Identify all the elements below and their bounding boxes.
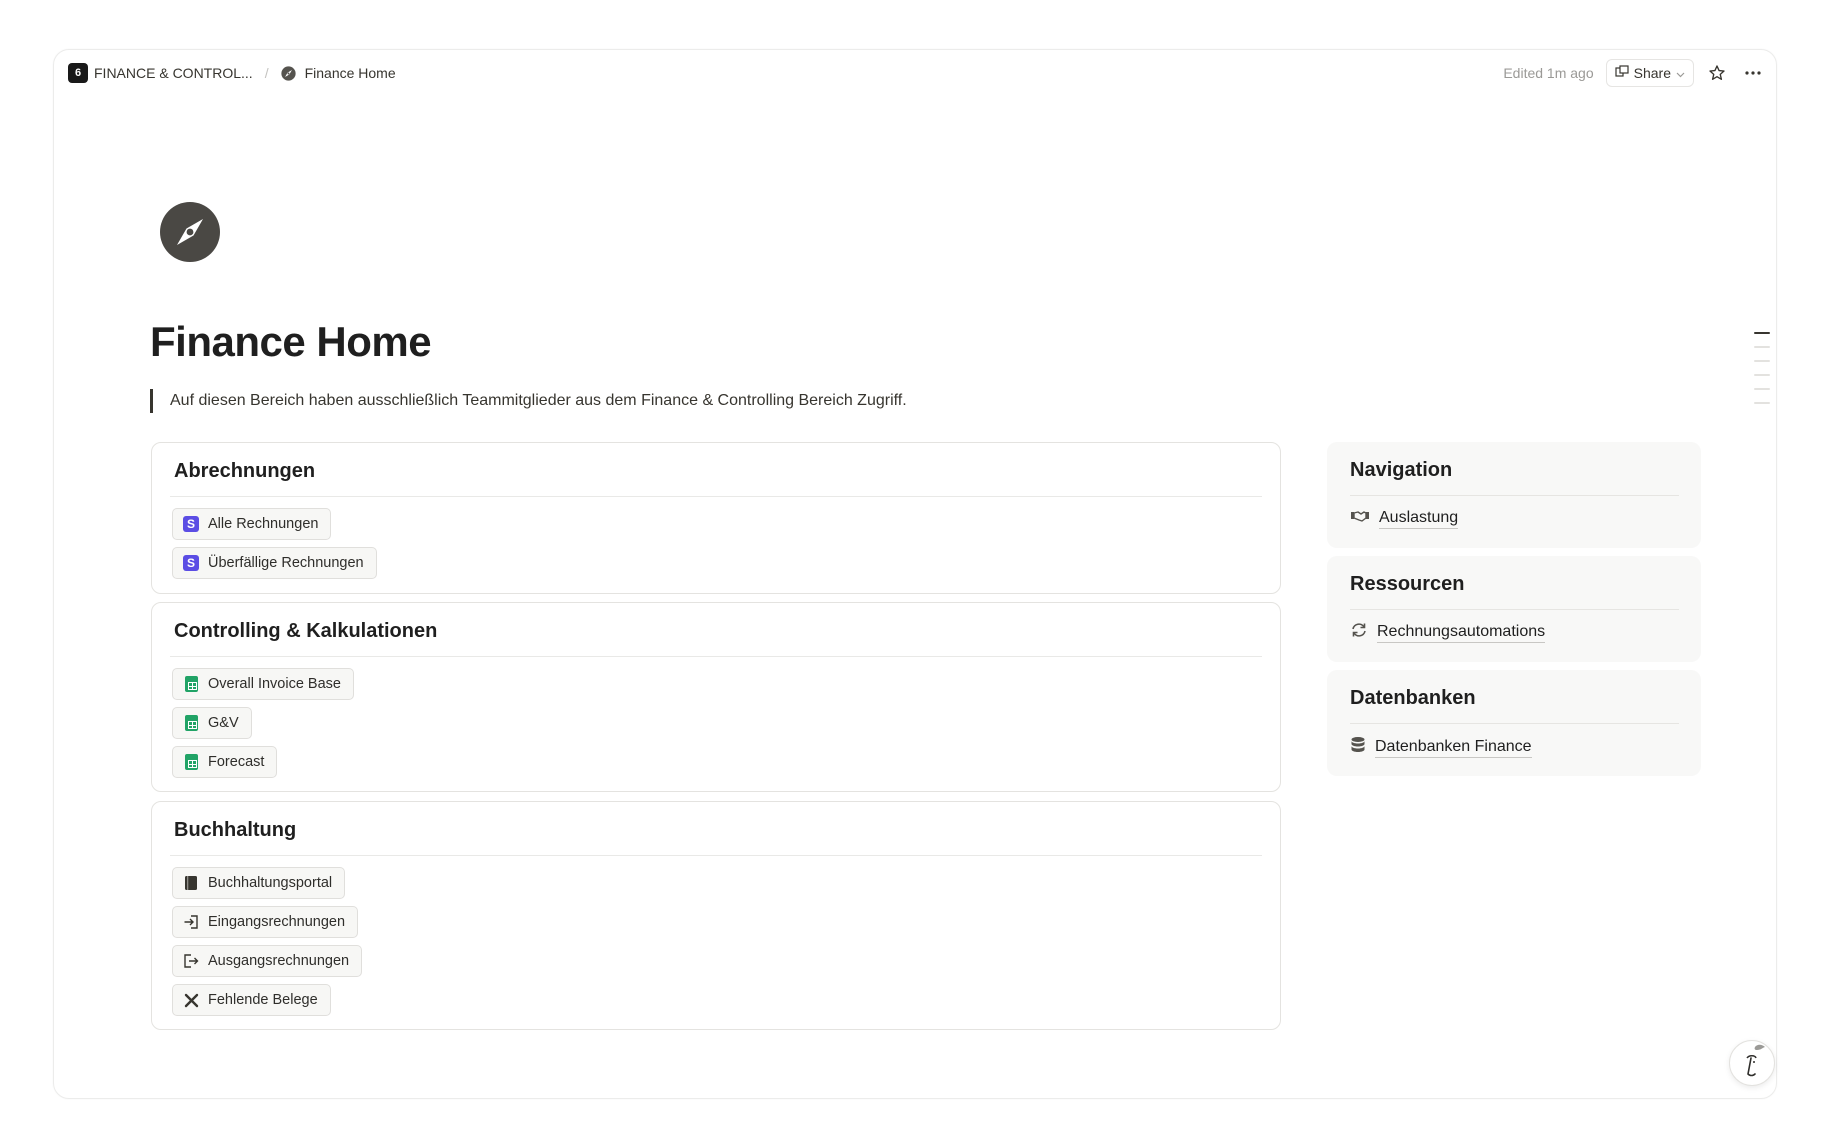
divider: [1350, 609, 1679, 610]
outline-mark[interactable]: [1754, 332, 1770, 334]
link-label: Rechnungsautomations: [1377, 622, 1545, 643]
link-ausgangsrechnungen[interactable]: [172, 945, 362, 977]
favorite-star-icon[interactable]: [1704, 60, 1730, 86]
link-ueberfaellige-rechnungen[interactable]: [172, 547, 377, 579]
link-label: Ausgangsrechnungen: [208, 953, 350, 969]
sidebar-title: Ressourcen: [1350, 573, 1465, 595]
dollar-square-icon: S: [183, 516, 199, 532]
handshake-icon: [1350, 508, 1370, 529]
more-options-icon[interactable]: [1740, 60, 1766, 86]
dollar-square-icon: S: [183, 555, 199, 571]
refresh-icon: [1350, 622, 1368, 643]
compass-icon: [281, 65, 297, 81]
divider: [1350, 495, 1679, 496]
share-button[interactable]: [1606, 59, 1694, 87]
breadcrumb-workspace[interactable]: FINANCE & CONTROL...: [94, 65, 253, 81]
sidebar-title: Navigation: [1350, 459, 1453, 481]
page-title[interactable]: Finance Home: [150, 318, 432, 365]
sidebar-title: Datenbanken: [1350, 687, 1476, 709]
link-label: Overall Invoice Base: [208, 676, 341, 692]
link-label: Fehlende Belege: [208, 992, 318, 1008]
share-label: Share: [1633, 65, 1671, 81]
page-outline[interactable]: [1754, 332, 1770, 416]
link-eingangsrechnungen[interactable]: [172, 906, 358, 938]
section-title: Controlling & Kalkulationen: [174, 620, 438, 642]
edited-status: Edited 1m ago: [1503, 65, 1594, 81]
page-compass-icon[interactable]: [160, 202, 220, 262]
link-rechnungsautomations[interactable]: [1350, 622, 1545, 643]
top-actions: [1503, 59, 1766, 87]
link-guv[interactable]: [172, 707, 252, 739]
breadcrumb-separator: /: [264, 65, 269, 81]
link-label: Alle Rechnungen: [208, 516, 319, 532]
chevron-down-icon: [1676, 65, 1685, 81]
outline-mark[interactable]: [1754, 402, 1770, 404]
link-auslastung[interactable]: [1350, 508, 1458, 529]
outline-mark[interactable]: [1754, 360, 1770, 362]
link-label: Überfällige Rechnungen: [208, 555, 364, 571]
help-assistant-icon[interactable]: [1729, 1040, 1775, 1086]
outline-mark[interactable]: [1754, 346, 1770, 348]
section-controlling: [151, 602, 1281, 792]
section-buchhaltung: [151, 801, 1281, 1030]
divider: [170, 496, 1262, 497]
link-label: Eingangsrechnungen: [208, 914, 346, 930]
section-abrechnungen: [151, 442, 1281, 594]
page-window: [53, 49, 1777, 1099]
link-label: Buchhaltungsportal: [208, 875, 333, 891]
divider: [170, 855, 1262, 856]
divider: [1350, 723, 1679, 724]
outline-mark[interactable]: [1754, 374, 1770, 376]
breadcrumb: [68, 61, 396, 85]
access-quote[interactable]: Auf diesen Bereich haben ausschließlich Teammitglieder aus dem Finance & Controlling Bereich Zugriff.: [150, 389, 907, 413]
book-icon: [183, 875, 199, 891]
sidebar-navigation: [1327, 442, 1701, 548]
share-icon: [1615, 65, 1629, 81]
link-fehlende-belege[interactable]: [172, 984, 331, 1016]
database-icon: [1350, 736, 1366, 759]
sidebar-ressourcen: [1327, 556, 1701, 662]
cross-icon: [183, 992, 199, 1008]
link-datenbanken-finance[interactable]: [1350, 736, 1532, 759]
divider: [170, 656, 1262, 657]
section-title: Buchhaltung: [174, 819, 297, 841]
link-alle-rechnungen[interactable]: [172, 508, 331, 540]
logout-icon: [183, 953, 199, 969]
link-overall-invoice-base[interactable]: [172, 668, 354, 700]
link-label: G&V: [208, 715, 239, 731]
workspace-badge[interactable]: 6: [68, 63, 88, 83]
spreadsheet-icon: [183, 676, 199, 692]
link-forecast[interactable]: [172, 746, 277, 778]
link-label: Forecast: [208, 754, 265, 770]
sidebar-datenbanken: [1327, 670, 1701, 776]
link-label: Datenbanken Finance: [1375, 737, 1532, 758]
spreadsheet-icon: [183, 715, 199, 731]
link-buchhaltungsportal[interactable]: [172, 867, 345, 899]
section-title: Abrechnungen: [174, 460, 316, 482]
login-icon: [183, 914, 199, 930]
top-bar: [54, 50, 1776, 96]
breadcrumb-page[interactable]: Finance Home: [304, 65, 396, 81]
outline-mark[interactable]: [1754, 388, 1770, 390]
spreadsheet-icon: [183, 754, 199, 770]
link-label: Auslastung: [1379, 508, 1458, 529]
